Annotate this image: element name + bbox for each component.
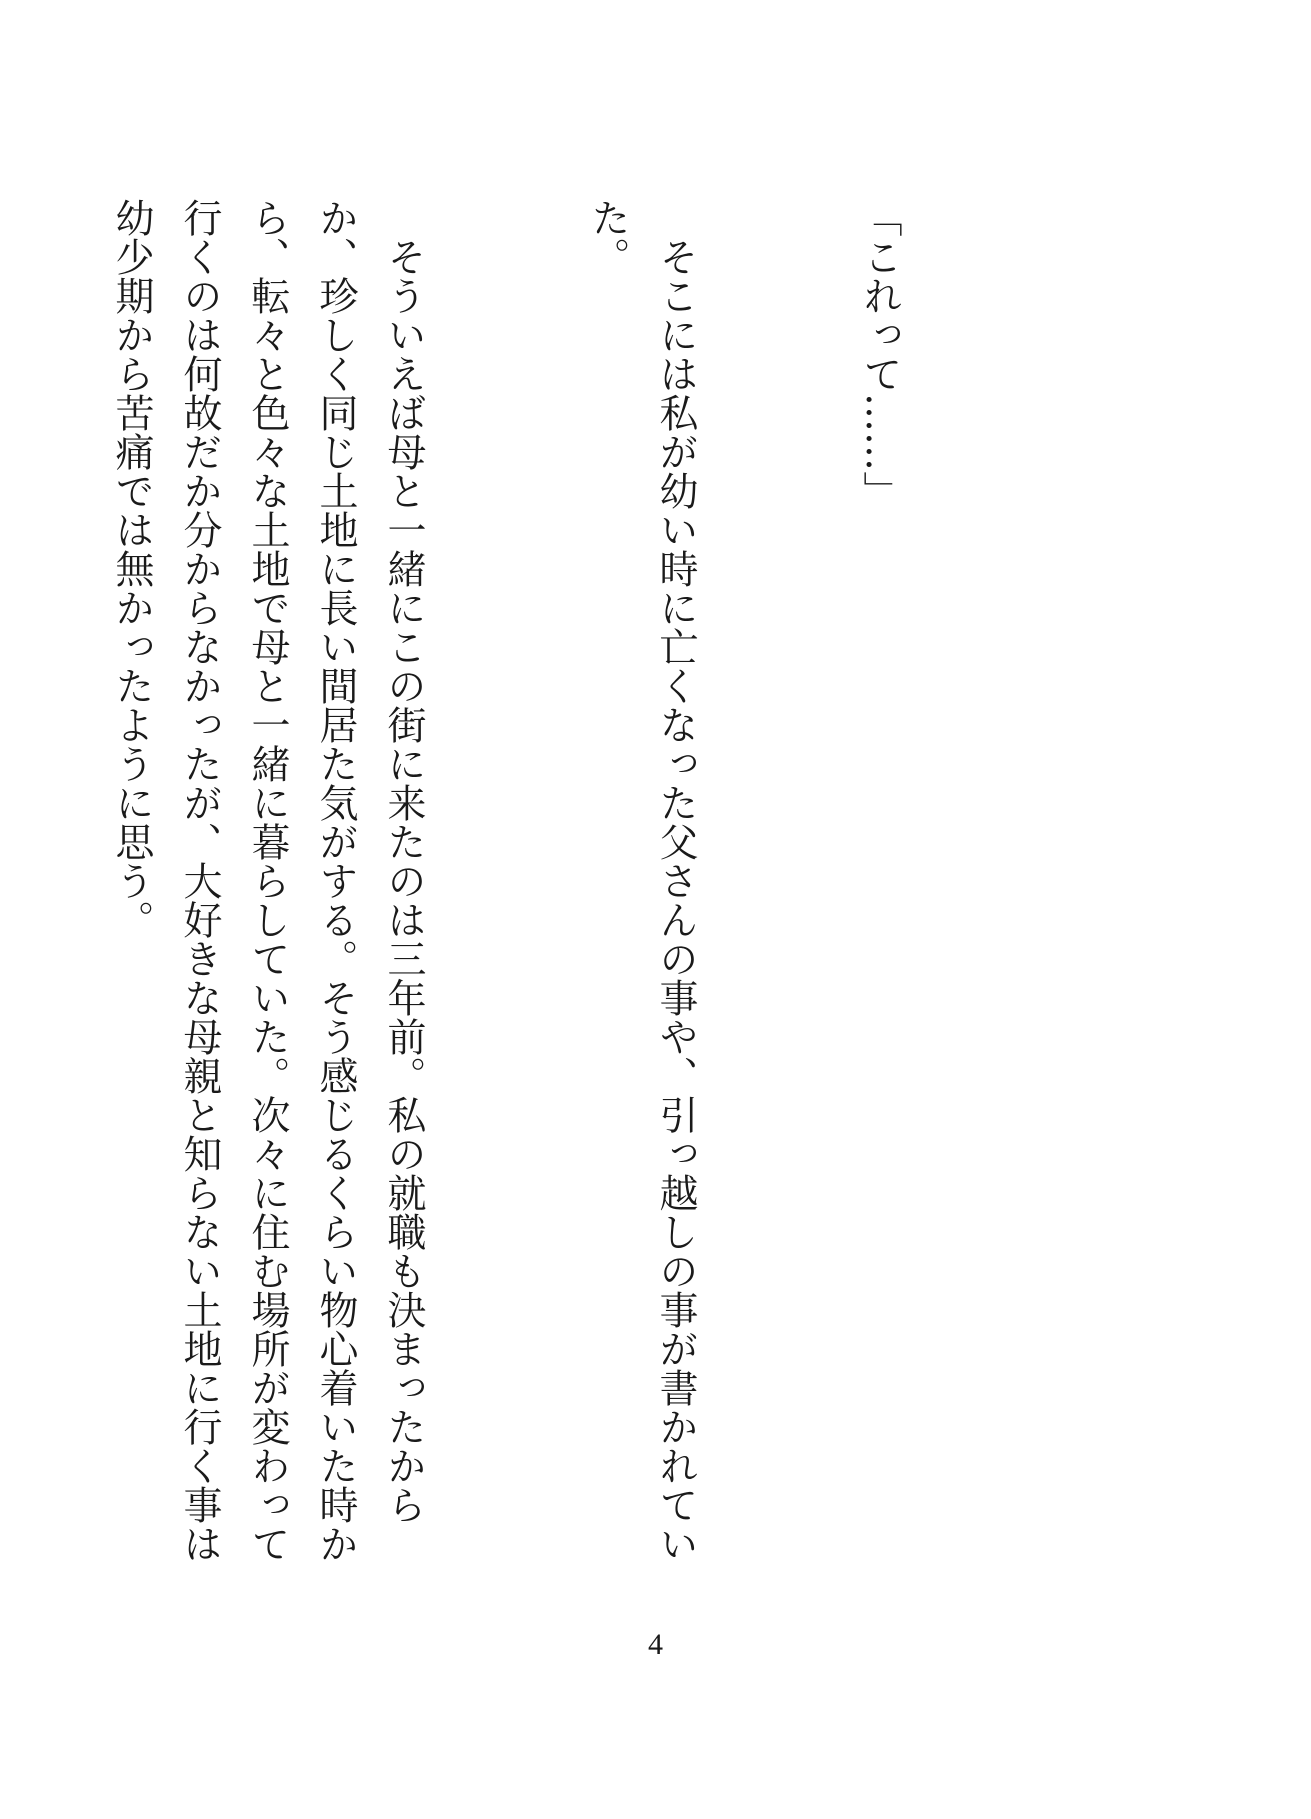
paragraph-2: そういえば母と一緒にこの街に来たのは三年前。私の就職も決まったからか、珍しく同じ土地に長い間居た気がする。そう感じるくらい物心着いた時から、転々と色々な土地で母と一緒に暮らしていた。次々に住む場所が変わって行くのは何故だか分からなかったが、大好きな母親と知らない土地に行く事は幼少期から苦痛では無かったように思う。 — [109, 198, 426, 1563]
page-number: 4 — [648, 1628, 663, 1661]
paragraph-1: そこには私が幼い時に亡くなった父さんの事や、引っ越しの事が書かれていた。 — [585, 198, 698, 1563]
dialogue-line-1: 「これって……」 — [857, 198, 902, 510]
vertical-body-text — [0, 198, 1049, 1598]
